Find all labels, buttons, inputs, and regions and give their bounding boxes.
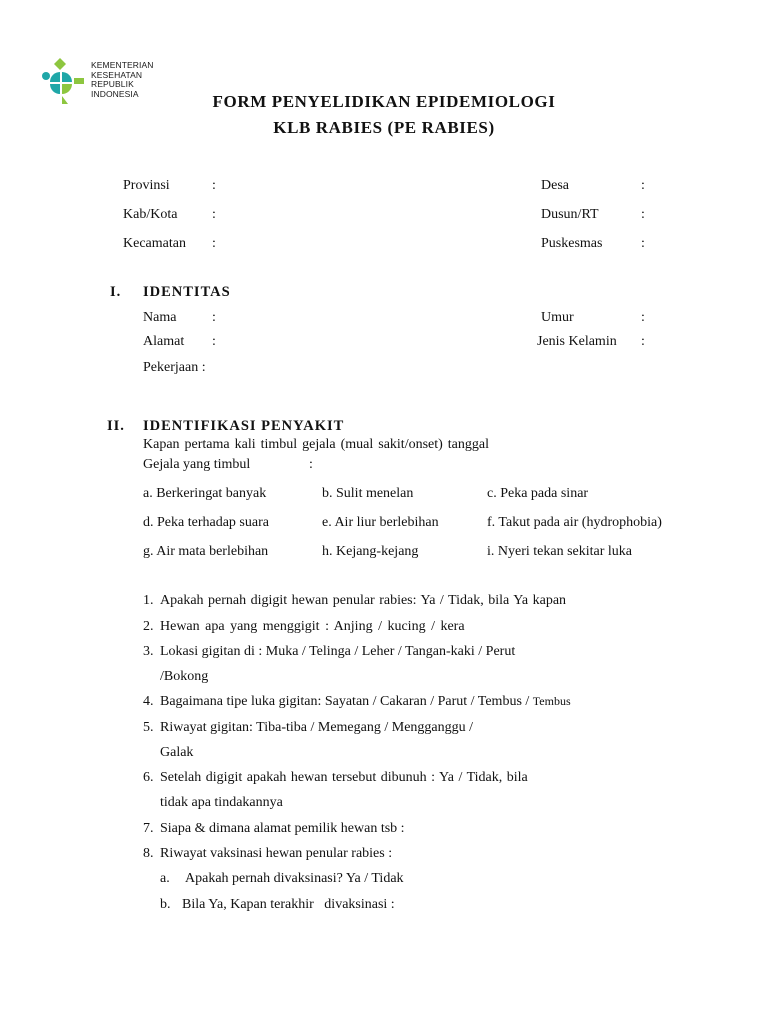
field-kabkota-label: Kab/Kota (123, 207, 178, 222)
question-6-text: Setelah digigit apakah hewan tersebut dibunuh : Ya / Tidak, bila (160, 770, 528, 785)
section-2-title: IDENTIFIKASI PENYAKIT (143, 418, 345, 434)
sub-question-a-number: a. (160, 871, 170, 886)
question-4-text (160, 694, 571, 710)
field-puskesmas-colon: : (641, 236, 645, 251)
field-desa-colon: : (641, 178, 645, 193)
document-title-line-2: KLB RABIES (PE RABIES) (273, 118, 495, 137)
field-nama-colon: : (212, 310, 216, 325)
question-6-continuation: tidak apa tindakannya (160, 795, 283, 810)
field-jenis-kelamin-label: Jenis Kelamin (537, 334, 617, 349)
section-1-title: IDENTITAS (143, 284, 231, 300)
question-1-number: 1. (143, 593, 154, 608)
sub-question-a-text: Apakah pernah divaksinasi? Ya / Tidak (185, 871, 404, 886)
field-pekerjaan-label: Pekerjaan : (143, 360, 206, 375)
symptom-a: a. Berkeringat banyak (143, 486, 267, 501)
question-7-number: 7. (143, 821, 154, 836)
field-nama-label: Nama (143, 310, 177, 325)
question-5-number: 5. (143, 720, 154, 735)
logo-line-4: INDONESIA (91, 88, 139, 99)
question-5-text: Riwayat gigitan: Tiba-tiba / Memegang / Mengganggu / (160, 720, 474, 735)
gejala-label: Gejala yang timbul (143, 457, 251, 472)
sub-question-b-number: b. (160, 897, 171, 912)
question-1-text: Apakah pernah digigit hewan penular rabies: Ya / Tidak, bila Ya kapan (160, 593, 567, 608)
question-8-text: Riwayat vaksinasi hewan penular rabies : (160, 846, 393, 861)
section-1-number: I. (110, 284, 122, 300)
onset-question: Kapan pertama kali timbul gejala (mual sakit/onset) tanggal (143, 437, 490, 452)
question-2-number: 2. (143, 619, 154, 634)
question-3-number: 3. (143, 644, 154, 659)
question-4-extra: Tembus (532, 694, 571, 708)
question-3-text: Lokasi gigitan di : Muka / Telinga / Leher / Tangan-kaki / Perut (160, 644, 516, 659)
question-8-number: 8. (143, 846, 154, 861)
symptom-h: h. Kejang-kejang (322, 544, 419, 559)
field-umur-label: Umur (541, 310, 574, 325)
symptom-f: f. Takut pada air (hydrophobia) (487, 515, 662, 530)
gejala-colon: : (309, 457, 313, 472)
section-2-number: II. (107, 418, 125, 434)
field-provinsi-label: Provinsi (123, 178, 170, 193)
sub-question-b-text: Bila Ya, Kapan terakhir divaksinasi : (182, 897, 395, 912)
field-dusun-colon: : (641, 207, 645, 222)
field-desa-label: Desa (541, 178, 569, 193)
field-alamat-label: Alamat (143, 334, 185, 349)
question-4-number: 4. (143, 694, 154, 709)
field-umur-colon: : (641, 310, 645, 325)
logo-line-2: KESEHATAN (91, 69, 143, 80)
field-jenis-kelamin-colon: : (641, 334, 645, 349)
symptom-e: e. Air liur berlebihan (322, 515, 439, 530)
symptom-g: g. Air mata berlebihan (143, 544, 269, 559)
question-5-continuation: Galak (160, 745, 194, 760)
document-title-line-1: FORM PENYELIDIKAN EPIDEMIOLOGI (212, 92, 556, 111)
question-4-main: Bagaimana tipe luka gigitan: Sayatan / Cakaran / Parut / Tembus / (160, 694, 533, 709)
field-kecamatan-colon: : (212, 236, 216, 251)
field-kabkota-colon: : (212, 207, 216, 222)
logo-line-3: REPUBLIK (91, 79, 134, 89)
logo-line-1: KEMENTERIAN (91, 60, 154, 70)
field-kecamatan-label: Kecamatan (123, 236, 186, 251)
symptom-b: b. Sulit menelan (322, 486, 414, 501)
symptom-i: i. Nyeri tekan sekitar luka (487, 544, 633, 559)
symptom-d: d. Peka terhadap suara (143, 515, 269, 530)
field-dusun-label: Dusun/RT (541, 207, 599, 222)
field-provinsi-colon: : (212, 178, 216, 193)
question-3-continuation: /Bokong (160, 669, 209, 684)
question-7-text: Siapa & dimana alamat pemilik hewan tsb : (160, 821, 405, 836)
field-puskesmas-label: Puskesmas (541, 236, 603, 251)
symptom-c: c. Peka pada sinar (487, 486, 589, 501)
question-6-number: 6. (143, 770, 154, 785)
field-alamat-colon: : (212, 334, 216, 349)
question-2-text: Hewan apa yang menggigit : Anjing / kucing / kera (160, 619, 465, 634)
